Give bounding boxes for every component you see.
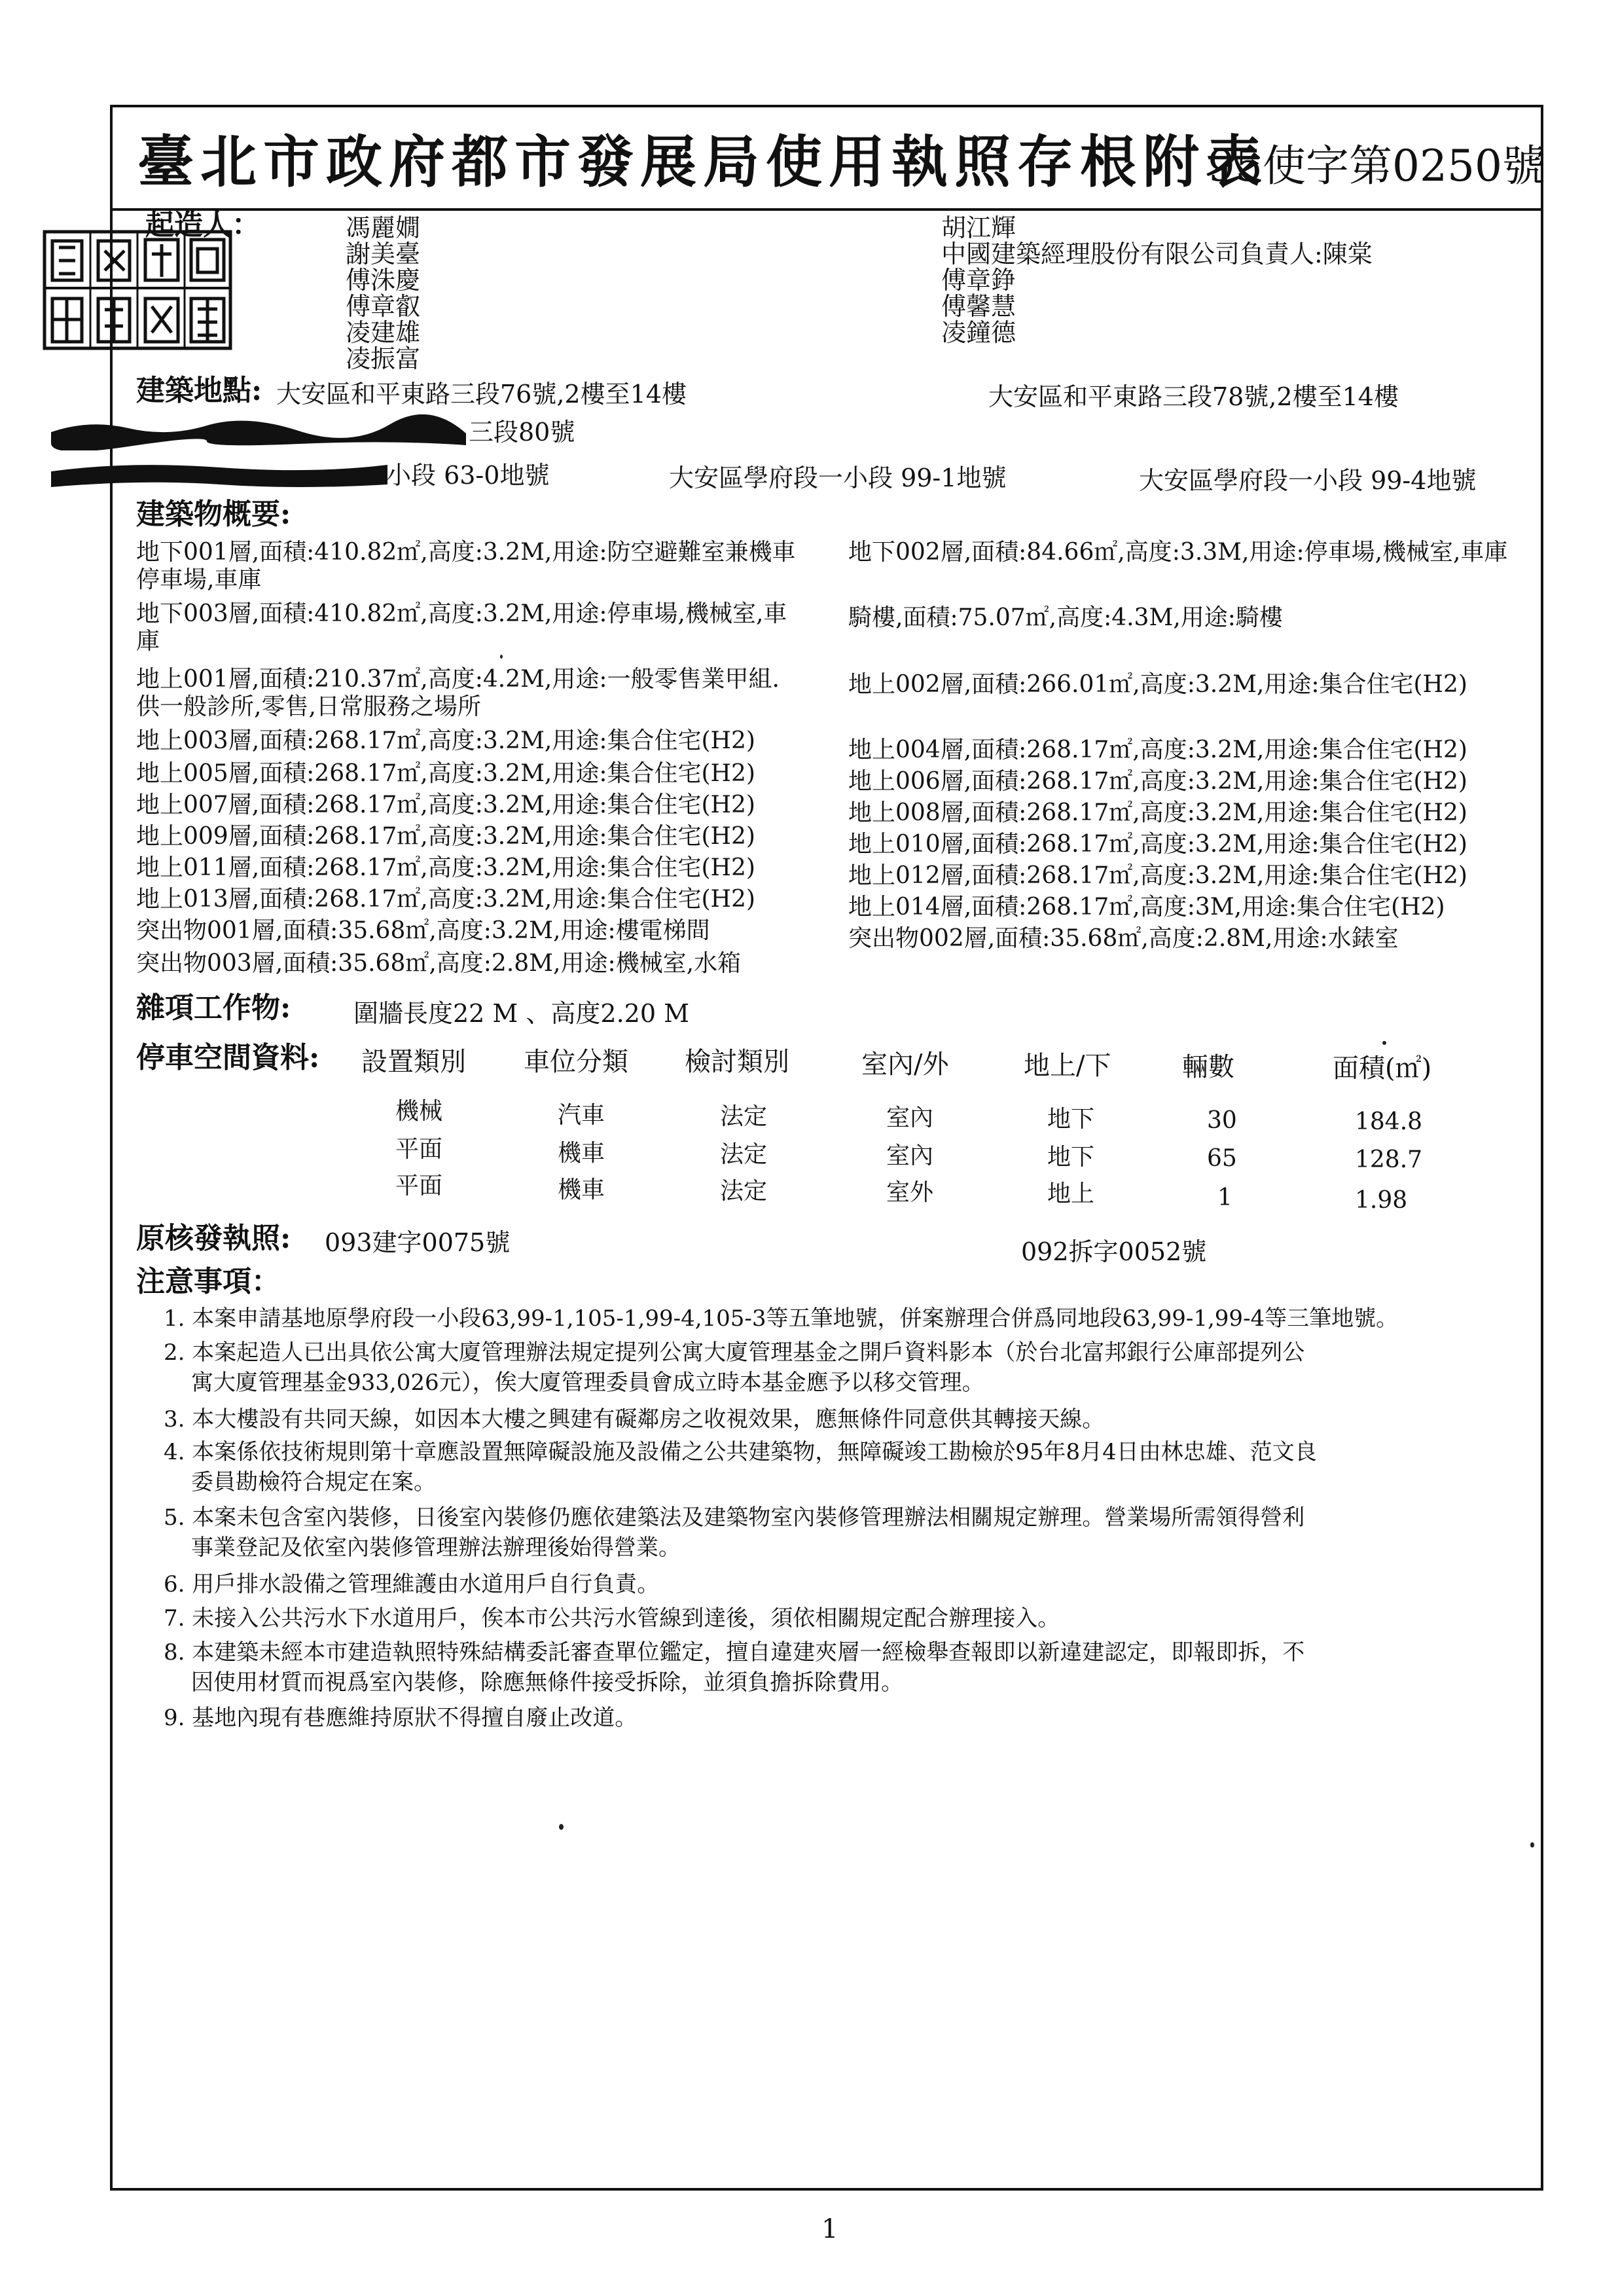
parking-cell: 地下 (1047, 1144, 1095, 1171)
floor-entry: 突出物001層,面積:35.68㎡,高度:3.2M,用途:樓電梯間 (136, 917, 710, 944)
parking-cell: 地上 (1047, 1180, 1095, 1207)
parking-cell: 機車 (558, 1140, 605, 1167)
note-item: 8. 本建築未經本市建造執照特殊結構委託審查單位鑑定，擅自違建夾層一經檢舉查報即以新違建認定，即報即拆，不 (164, 1639, 1305, 1666)
note-item: 1. 本案申請基地原學府段一小段63,99-1,105-1,99-4,105-3等五筆地號，併案辦理合併爲同地段63,99-1,99-4等三筆地號。 (164, 1305, 1399, 1332)
floor-entry: 停車場,車庫 (136, 566, 262, 593)
floor-entry: 供一般診所,零售,日常服務之場所 (136, 693, 481, 720)
scan-speck (559, 1824, 564, 1830)
note-item: 因使用材質而視爲室內裝修，除應無條件接受拆除，並須負擔拆除費用。 (191, 1669, 903, 1696)
floor-entry: 地上006層,面積:268.17㎡,高度:3.2M,用途:集合住宅(H2) (848, 768, 1467, 795)
floor-entry: 地下001層,面積:410.82㎡,高度:3.2M,用途:防空避難室兼機車 (136, 539, 796, 566)
parking-cell: 法定 (720, 1141, 768, 1168)
applicant-name: 胡江輝 (941, 213, 1016, 242)
floor-entry: 突出物002層,面積:35.68㎡,高度:2.8M,用途:水錶室 (848, 925, 1399, 952)
floor-entry: 騎樓,面積:75.07㎡,高度:4.3M,用途:騎樓 (848, 604, 1283, 631)
applicant-name: 凌鐘德 (941, 318, 1016, 347)
note-item: 2. 本案起造人已出具依公寓大廈管理辦法規定提列公寓大廈管理基金之開戶資料影本（於台北富邦銀行公庫部提列公 (164, 1339, 1305, 1366)
parking-label: 停車空間資料: (136, 1041, 320, 1074)
lot-number: 大安區學府段一小段 99-4地號 (1139, 466, 1477, 495)
parking-header: 設置類別 (361, 1047, 466, 1077)
floor-entry: 地上007層,面積:268.17㎡,高度:3.2M,用途:集合住宅(H2) (136, 792, 755, 818)
floor-entry: 地上012層,面積:268.17㎡,高度:3.2M,用途:集合住宅(H2) (848, 862, 1467, 889)
parking-header: 地上/下 (1024, 1051, 1111, 1081)
floor-entry: 庫 (136, 628, 160, 655)
note-item: 6. 用戶排水設備之管理維護由水道用戶自行負責。 (164, 1571, 660, 1597)
parking-cell: 65 (1207, 1145, 1237, 1172)
note-item: 事業登記及依室內裝修管理辦法辦理後始得營業。 (191, 1535, 681, 1561)
lot-number: 小段 63-0地號 (386, 461, 550, 490)
scan-speck (500, 655, 503, 659)
scan-speck (1530, 1842, 1534, 1848)
note-item: 7. 未接入公共污水下水道用戶，俟本市公共污水管線到達後，須依相關規定配合辦理接入。 (164, 1605, 1060, 1631)
floor-entry: 地上004層,面積:268.17㎡,高度:3.2M,用途:集合住宅(H2) (848, 737, 1467, 763)
parking-cell: 平面 (395, 1173, 443, 1199)
address-line: 大安區和平東路三段78號,2樓至14樓 (988, 382, 1399, 411)
floor-entry: 地上002層,面積:266.01㎡,高度:3.2M,用途:集合住宅(H2) (848, 671, 1467, 698)
parking-header: 檢討類別 (685, 1047, 789, 1077)
redaction-mark (50, 458, 390, 491)
notes-label: 注意事項： (136, 1265, 280, 1298)
floor-entry: 地上008層,面積:268.17㎡,高度:3.2M,用途:集合住宅(H2) (848, 799, 1467, 826)
floor-entry: 地上011層,面積:268.17㎡,高度:3.2M,用途:集合住宅(H2) (136, 854, 755, 881)
redaction-mark (50, 414, 469, 450)
note-item: 4. 本案係依技術規則第十章應設置無障礙設施及設備之公共建築物，無障礙竣工勘檢於95年8月4日由林忠雄、范文良 (164, 1439, 1317, 1465)
parking-cell: 室內 (886, 1104, 934, 1131)
parking-cell: 1 (1217, 1184, 1232, 1211)
parking-header: 面積(㎡) (1333, 1053, 1432, 1084)
applicant-name: 馮麗嫺 (346, 213, 421, 242)
note-item: 3. 本大樓設有共同天線，如因本大樓之興建有礙鄰房之收視效果，應無條件同意供其轉接天線。 (164, 1406, 1105, 1432)
note-item: 寓大廈管理基金933,026元），俟大廈管理委員會成立時本基金應予以移交管理。 (191, 1370, 984, 1396)
misc-works-label: 雜項工作物: (136, 991, 291, 1025)
floor-entry: 地上005層,面積:268.17㎡,高度:3.2M,用途:集合住宅(H2) (136, 760, 755, 787)
parking-cell: 平面 (395, 1136, 443, 1163)
applicant-name: 謝美臺 (346, 240, 421, 268)
overview-label: 建築物概要: (136, 498, 291, 531)
floor-entry: 地上003層,面積:268.17㎡,高度:3.2M,用途:集合住宅(H2) (136, 727, 755, 754)
permit-number: 95使字第0250號 (1208, 141, 1545, 191)
parking-header: 室內/外 (861, 1049, 949, 1080)
floor-entry: 地上001層,面積:210.37㎡,高度:4.2M,用途:一般零售業甲組. (136, 666, 780, 693)
parking-cell: 法定 (720, 1178, 768, 1205)
parking-cell: 室內 (886, 1142, 934, 1169)
location-label: 建築地點: (136, 374, 262, 407)
floor-entry: 地上014層,面積:268.17㎡,高度:3M,用途:集合住宅(H2) (848, 894, 1445, 920)
applicant-name: 傅章錚 (941, 266, 1016, 295)
note-item: 委員勘檢符合規定在案。 (191, 1469, 436, 1495)
applicant-name: 傅章叡 (346, 292, 421, 321)
parking-cell: 汽車 (558, 1102, 605, 1129)
parking-header: 輛數 (1182, 1052, 1234, 1082)
parking-cell: 128.7 (1355, 1146, 1423, 1173)
parking-cell: 地下 (1047, 1106, 1095, 1133)
applicant-name: 凌振富 (346, 344, 421, 373)
floor-entry: 突出物003層,面積:35.68㎡,高度:2.8M,用途:機械室,水箱 (136, 950, 742, 977)
address-line: 大安區和平東路三段76號,2樓至14樓 (276, 380, 687, 409)
address-line: 三段80號 (469, 418, 575, 446)
applicant-name: 傅馨慧 (941, 292, 1016, 321)
note-item: 9. 基地內現有巷應維持原狀不得擅自廢止改道。 (164, 1705, 638, 1731)
parking-header: 車位分類 (524, 1047, 628, 1077)
note-item: 5. 本案未包含室內裝修，日後室內裝修仍應依建築法及建築物室內裝修管理辦法相關規定辦理。營業場所需領得營利 (164, 1504, 1305, 1531)
parking-cell: 機械 (395, 1098, 443, 1125)
title-divider (110, 208, 1543, 211)
document-title: 臺北市政府都市發展局使用執照存根附表 (137, 129, 1268, 195)
misc-works-value: 圍牆長度22 M 、高度2.20 M (353, 999, 690, 1028)
floor-entry: 地下002層,面積:84.66㎡,高度:3.3M,用途:停車場,機械室,車庫 (848, 539, 1508, 566)
lot-number: 大安區學府段一小段 99-1地號 (669, 464, 1007, 492)
original-permit-label: 原核發執照: (136, 1222, 291, 1255)
parking-cell: 1.98 (1355, 1187, 1408, 1214)
original-permit-number: 093建字0075號 (325, 1228, 511, 1257)
applicant-name: 凌建雄 (346, 318, 421, 347)
floor-entry: 地上013層,面積:268.17㎡,高度:3.2M,用途:集合住宅(H2) (136, 886, 755, 913)
parking-cell: 法定 (720, 1103, 768, 1130)
scan-speck (1382, 1041, 1386, 1045)
parking-cell: 室外 (886, 1179, 934, 1206)
parking-cell: 30 (1207, 1107, 1237, 1134)
parking-cell: 184.8 (1355, 1108, 1423, 1135)
floor-entry: 地上010層,面積:268.17㎡,高度:3.2M,用途:集合住宅(H2) (848, 831, 1467, 858)
parking-cell: 機車 (558, 1176, 605, 1203)
floor-entry: 地下003層,面積:410.82㎡,高度:3.2M,用途:停車場,機械室,車 (136, 600, 787, 627)
applicant-name: 傅洙慶 (346, 266, 421, 295)
original-permit-number: 092拆字0052號 (1021, 1237, 1207, 1266)
floor-entry: 地上009層,面積:268.17㎡,高度:3.2M,用途:集合住宅(H2) (136, 823, 755, 850)
applicant-name: 中國建築經理股份有限公司負責人:陳棠 (941, 240, 1373, 268)
applicants-label: 起造人： (145, 208, 261, 242)
page-number: 1 (821, 2214, 838, 2244)
official-seal-stamp (39, 228, 236, 352)
